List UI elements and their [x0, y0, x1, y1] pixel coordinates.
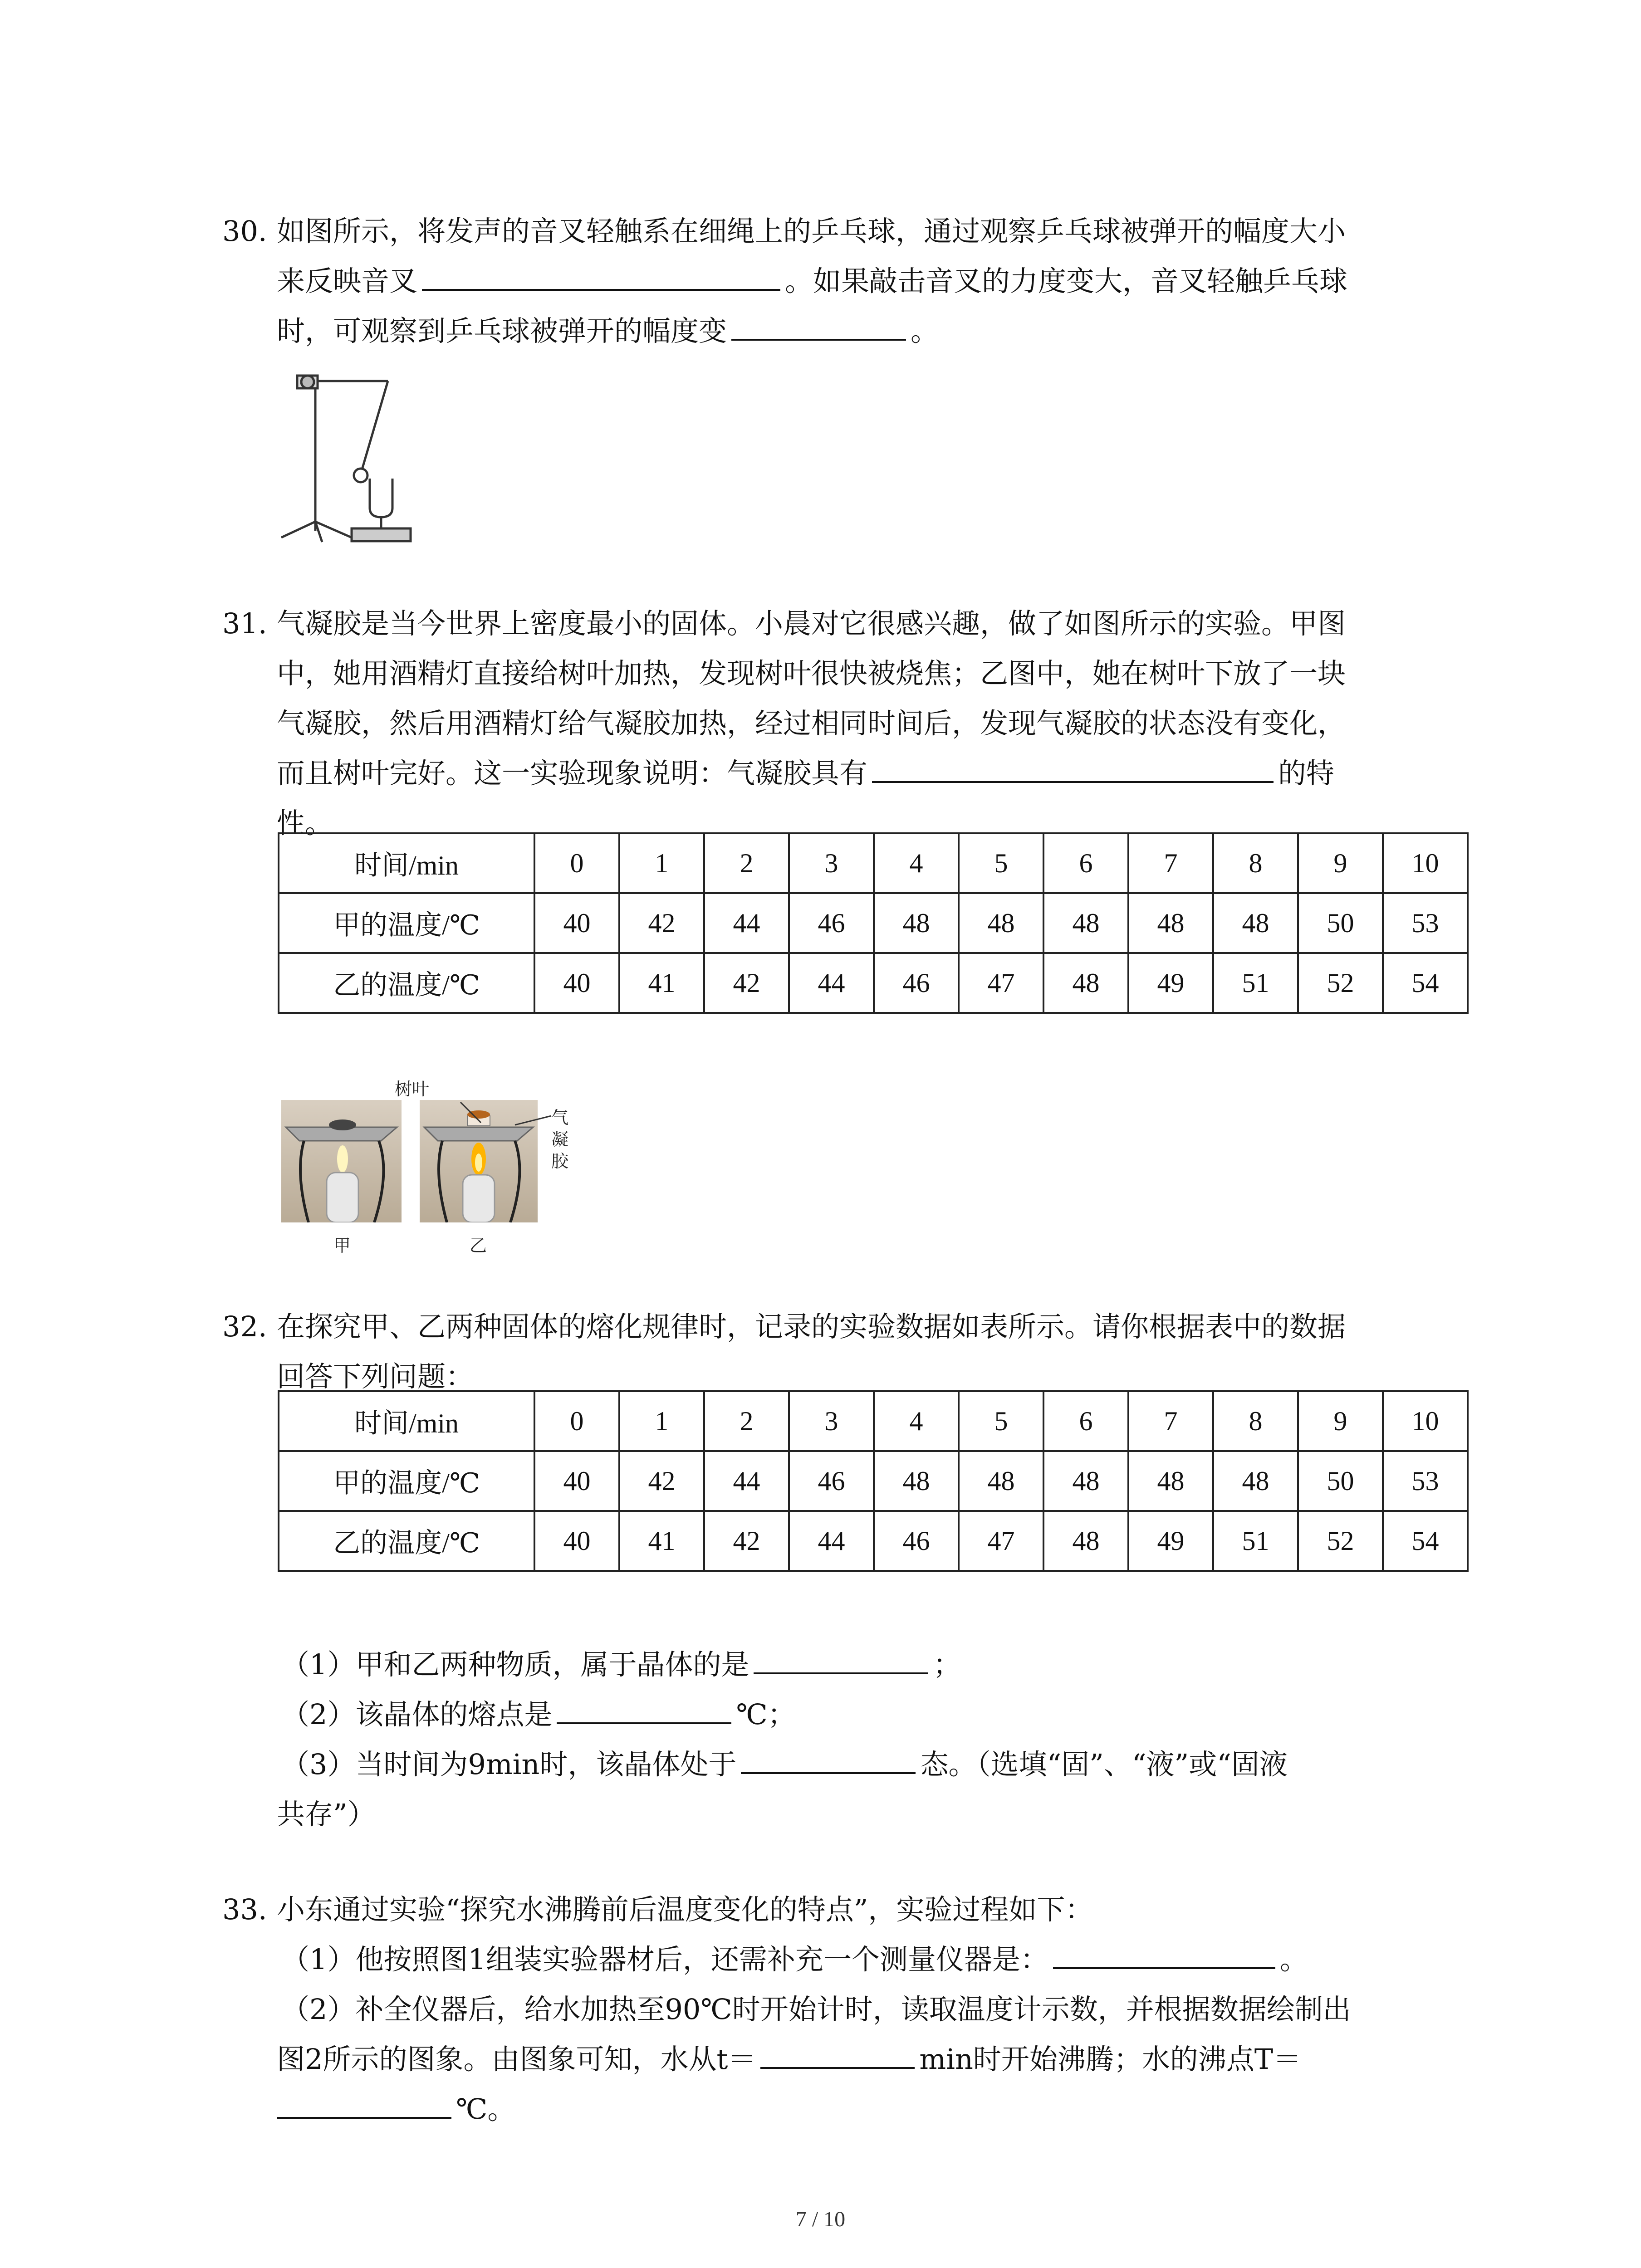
- page-number: 7 / 10: [795, 2207, 846, 2231]
- sub-question-text: 态。（选填“固”、“液”或“固液: [920, 1748, 1288, 1781]
- table-cell: 48: [1043, 1451, 1128, 1511]
- table-cell: 8: [1213, 1391, 1298, 1451]
- aerogel-label: 气凝胶: [551, 1108, 569, 1171]
- table-cell: 44: [789, 953, 874, 1013]
- answer-blank[interactable]: [872, 756, 1274, 783]
- table-row: [279, 833, 1468, 893]
- question-31: [222, 599, 1456, 848]
- sub-question-text: 共存”）: [277, 1798, 376, 1831]
- question-33-parts: [277, 1935, 1479, 2134]
- table-cell: 44: [704, 1451, 789, 1511]
- answer-blank[interactable]: [422, 264, 780, 291]
- table-cell: 2: [704, 833, 789, 893]
- question-text-line: 气凝胶，然后用酒精灯给气凝胶加热，经过相同时间后，发现气凝胶的状态没有变化，: [277, 707, 1346, 740]
- tuning-fork-figure: [272, 358, 436, 549]
- answer-blank[interactable]: [741, 1747, 916, 1774]
- table-cell: 51: [1213, 1511, 1298, 1571]
- table-cell: 42: [619, 1451, 704, 1511]
- table-cell: 48: [1128, 893, 1213, 953]
- table-header-cell: 时间/min: [279, 833, 534, 893]
- table-cell: 6: [1043, 1391, 1128, 1451]
- photo-jia: [281, 1100, 402, 1222]
- table-cell: 7: [1128, 833, 1213, 893]
- sub-question-text: （1）甲和乙两种物质，属于晶体的是: [281, 1648, 749, 1681]
- table-cell: 40: [534, 893, 619, 953]
- question-number: 30.: [222, 215, 267, 248]
- table-row: [279, 1391, 1468, 1451]
- table-cell: 48: [1213, 893, 1298, 953]
- question-text: 而且树叶完好。这一实验现象说明：气凝胶具有: [277, 757, 868, 790]
- table-cell: 48: [874, 1451, 959, 1511]
- table-header-cell: 乙的温度/℃: [279, 953, 534, 1013]
- table-cell: 9: [1298, 833, 1383, 893]
- table-cell: 4: [874, 833, 959, 893]
- table-header-cell: 甲的温度/℃: [279, 1451, 534, 1511]
- question-text-line: 如图所示，将发声的音叉轻触系在细绳上的乒乓球，通过观察乒乓球被弹开的幅度大小: [277, 215, 1346, 248]
- sub-question-text: min时开始沸腾；水的沸点T＝: [919, 2043, 1302, 2076]
- table-cell: 54: [1383, 1511, 1468, 1571]
- table-cell: 42: [619, 893, 704, 953]
- table-cell: 48: [1043, 953, 1128, 1013]
- question-text-line: 气凝胶是当今世界上密度最小的固体。小晨对它很感兴趣，做了如图所示的实验。甲图: [277, 607, 1346, 640]
- table-cell: 6: [1043, 833, 1128, 893]
- table-cell: 48: [959, 1451, 1043, 1511]
- table-cell: 53: [1383, 1451, 1468, 1511]
- sub-question-text: ℃。: [456, 2092, 516, 2126]
- question-text: 时，可观察到乒乓球被弹开的幅度变: [277, 314, 727, 347]
- sub-question-text: （3）当时间为9min时，该晶体处于: [281, 1748, 737, 1781]
- table-cell: 7: [1128, 1391, 1213, 1451]
- table-cell: 10: [1383, 1391, 1468, 1451]
- alcohol-lamp-illustration: [281, 1100, 402, 1222]
- table-cell: 0: [534, 1391, 619, 1451]
- table-cell: 3: [789, 833, 874, 893]
- table-cell: 2: [704, 1391, 789, 1451]
- table-cell: 50: [1298, 893, 1383, 953]
- table-row: [279, 1451, 1468, 1511]
- table-cell: 9: [1298, 1391, 1383, 1451]
- table-row: [279, 893, 1468, 953]
- temperature-table: [278, 832, 1469, 1014]
- table-cell: 42: [704, 1511, 789, 1571]
- table-cell: 49: [1128, 953, 1213, 1013]
- table-cell: 41: [619, 953, 704, 1013]
- melting-data-table: [278, 1390, 1469, 1572]
- table-cell: 1: [619, 1391, 704, 1451]
- table-cell: 48: [1043, 893, 1128, 953]
- table-cell: 48: [874, 893, 959, 953]
- question-text: 。如果敲击音叉的力度变大，音叉轻触乒乓球: [785, 264, 1348, 298]
- table-cell: 53: [1383, 893, 1468, 953]
- table-cell: 52: [1298, 953, 1383, 1013]
- table-cell: 46: [789, 893, 874, 953]
- caption-yi: 乙: [470, 1236, 487, 1256]
- table-cell: 52: [1298, 1511, 1383, 1571]
- table-cell: 46: [874, 953, 959, 1013]
- table-cell: 3: [789, 1391, 874, 1451]
- answer-blank[interactable]: [277, 2092, 451, 2119]
- table-cell: 47: [959, 953, 1043, 1013]
- question-32: [222, 1302, 1456, 1402]
- question-text-line: 性。: [277, 807, 333, 840]
- answer-blank[interactable]: [557, 1697, 731, 1724]
- sub-question-text: 图2所示的图象。由图象可知，水从t＝: [277, 2043, 756, 2076]
- sub-question-text: （2）该晶体的熔点是: [281, 1698, 553, 1731]
- table-cell: 46: [874, 1511, 959, 1571]
- table-header-cell: 时间/min: [279, 1391, 534, 1451]
- table-header-cell: 甲的温度/℃: [279, 893, 534, 953]
- sub-question-text: 。: [1279, 1943, 1308, 1976]
- table-cell: 40: [534, 953, 619, 1013]
- sub-question-text: （2）补全仪器后，给水加热至90℃时开始计时，读取温度计示数，并根据数据绘制出: [281, 1993, 1351, 2026]
- question-text: 来反映音叉: [277, 264, 418, 298]
- answer-blank[interactable]: [760, 2042, 915, 2069]
- table-cell: 0: [534, 833, 619, 893]
- table-cell: 46: [789, 1451, 874, 1511]
- table-cell: 8: [1213, 833, 1298, 893]
- sub-question-text: ；: [933, 1648, 961, 1681]
- question-30: [222, 206, 1456, 356]
- table-cell: 41: [619, 1511, 704, 1571]
- table-cell: 5: [959, 833, 1043, 893]
- table-cell: 42: [704, 953, 789, 1013]
- table-cell: 44: [789, 1511, 874, 1571]
- answer-blank[interactable]: [1053, 1942, 1275, 1969]
- question-32-parts: [277, 1640, 1479, 1839]
- question-text-line: 小东通过实验“探究水沸腾前后温度变化的特点”，实验过程如下：: [277, 1893, 1093, 1926]
- table-cell: 4: [874, 1391, 959, 1451]
- table-cell: 48: [1043, 1511, 1128, 1571]
- table-cell: 40: [534, 1511, 619, 1571]
- question-number: 32.: [222, 1310, 267, 1343]
- table-cell: 5: [959, 1391, 1043, 1451]
- leaf-label: 树叶: [395, 1079, 430, 1099]
- table-cell: 51: [1213, 953, 1298, 1013]
- table-cell: 54: [1383, 953, 1468, 1013]
- question-number: 33.: [222, 1893, 267, 1926]
- answer-blank[interactable]: [754, 1647, 928, 1674]
- table-cell: 48: [1128, 1451, 1213, 1511]
- question-text-line: 中，她用酒精灯直接给树叶加热，发现树叶很快被烧焦；乙图中，她在树叶下放了一块: [277, 657, 1346, 690]
- question-33: [222, 1885, 1456, 1935]
- question-text: 。: [911, 314, 939, 347]
- question-number: 31.: [222, 607, 267, 640]
- table-cell: 10: [1383, 833, 1468, 893]
- table-cell: 50: [1298, 1451, 1383, 1511]
- sub-question-text: （1）他按照图1组装实验器材后，还需补充一个测量仪器是：: [281, 1943, 1048, 1976]
- table-cell: 48: [1213, 1451, 1298, 1511]
- table-row: [279, 953, 1468, 1013]
- question-text: 的特: [1278, 757, 1335, 790]
- caption-jia: 甲: [333, 1236, 351, 1256]
- question-text-line: 回答下列问题：: [277, 1360, 474, 1393]
- table-cell: 44: [704, 893, 789, 953]
- table-cell: 49: [1128, 1511, 1213, 1571]
- question-text-line: 在探究甲、乙两种固体的熔化规律时，记录的实验数据如表所示。请你根据表中的数据: [277, 1310, 1346, 1343]
- table-row: [279, 1511, 1468, 1571]
- table-cell: 40: [534, 1451, 619, 1511]
- table-header-cell: 乙的温度/℃: [279, 1511, 534, 1571]
- sub-question-text: ℃；: [736, 1698, 796, 1731]
- table-cell: 48: [959, 893, 1043, 953]
- table-cell: 1: [619, 833, 704, 893]
- table-cell: 47: [959, 1511, 1043, 1571]
- answer-blank[interactable]: [731, 313, 906, 341]
